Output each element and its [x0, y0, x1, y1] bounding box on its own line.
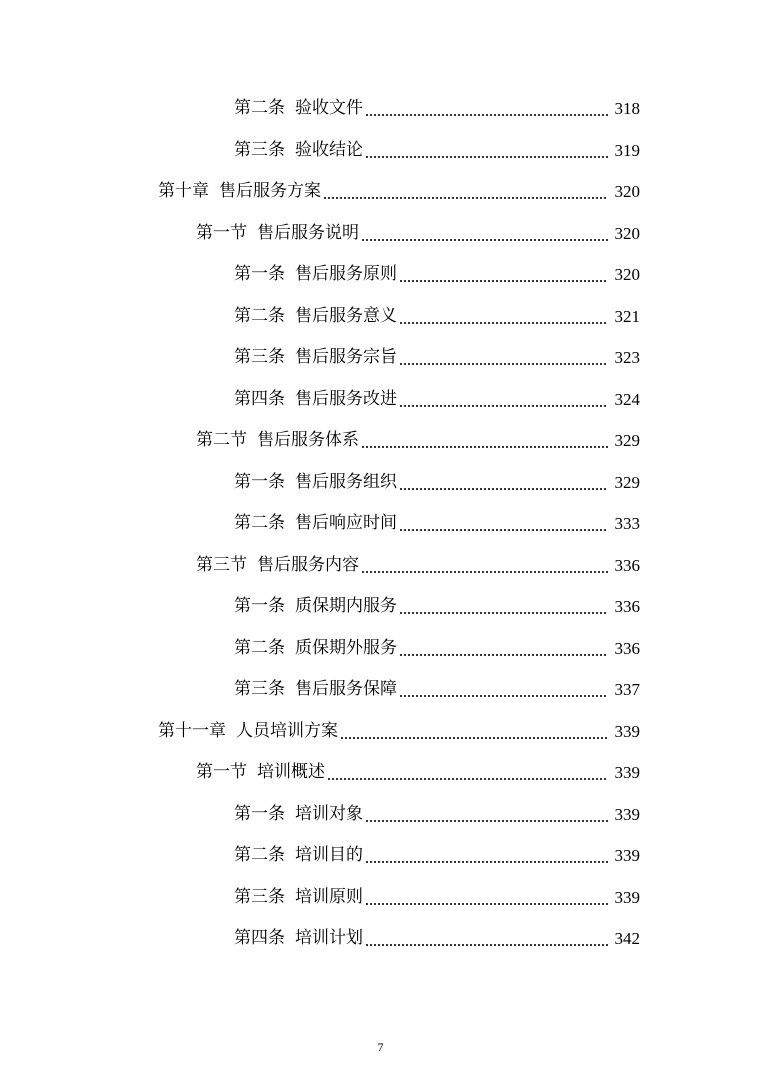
page-number: 7: [377, 1040, 384, 1054]
toc-entry-label: [196, 432, 359, 449]
toc-entry-number: 第二条: [234, 305, 285, 326]
toc-entry-title: 质保期内服务: [295, 596, 397, 617]
toc-entry[interactable]: [0, 296, 761, 338]
toc-entry[interactable]: [0, 752, 761, 794]
toc-entry-number: 第四条: [234, 928, 285, 949]
toc-entry-label: [234, 847, 363, 864]
toc-entry-title: 售后服务组织: [295, 471, 397, 492]
toc-entry-number: 第三条: [234, 886, 285, 907]
toc-entry-number: 第十一章: [158, 720, 226, 741]
toc-dot-leader: [365, 806, 608, 823]
toc-entry-title: 售后服务内容: [257, 554, 359, 575]
toc-entry-title: 验收文件: [295, 98, 363, 119]
toc-entry-page-number: 339: [614, 887, 640, 907]
toc-entry-page-number: 329: [614, 472, 640, 492]
toc-entry-label: [234, 349, 397, 366]
toc-entry-number: 第二条: [234, 637, 285, 658]
toc-entry-page-number: 319: [614, 140, 640, 160]
toc-entry-number: 第一节: [196, 222, 247, 243]
toc-entry-number: 第一条: [234, 803, 285, 824]
toc-entry-number: 第一条: [234, 264, 285, 285]
toc-entry-title: 培训对象: [295, 803, 363, 824]
toc-dot-leader: [365, 847, 608, 864]
toc-entry-title: 人员培训方案: [236, 720, 338, 741]
toc-dot-leader: [323, 183, 608, 200]
toc-entry[interactable]: [0, 877, 761, 919]
toc-dot-leader: [399, 391, 608, 408]
toc-entry-title: 售后服务改进: [295, 388, 397, 409]
toc-entry-title: 售后服务宗旨: [295, 347, 397, 368]
toc-entry-label: [196, 222, 359, 243]
toc-dot-leader: [365, 142, 608, 159]
toc-entry-number: 第十章: [158, 181, 209, 202]
toc-entry[interactable]: [0, 130, 761, 172]
toc-entry-page-number: 320: [614, 265, 640, 285]
toc-entry-number: 第三节: [196, 554, 247, 575]
toc-entry-page-number: 342: [614, 929, 640, 949]
toc-entry-label: [234, 388, 397, 409]
toc-entry-label: [196, 764, 325, 781]
toc-entry-number: 第三条: [234, 139, 285, 160]
toc-entry-number: 第二条: [234, 845, 285, 866]
toc-entry-page-number: 339: [614, 846, 640, 866]
toc-entry-title: 售后服务保障: [295, 679, 397, 700]
toc-dot-leader: [399, 681, 608, 698]
toc-dot-leader: [399, 266, 608, 283]
toc-entry-title: 售后响应时间: [295, 513, 397, 534]
toc-dot-leader: [399, 515, 608, 532]
toc-entry-title: 售后服务方案: [219, 181, 321, 202]
toc-entry-number: 第二节: [196, 430, 247, 451]
toc-entry-title: 验收结论: [295, 139, 363, 160]
toc-entry[interactable]: [0, 254, 761, 296]
toc-entry-label: [234, 139, 363, 160]
toc-entry[interactable]: [0, 545, 761, 587]
toc-dot-leader: [365, 100, 608, 117]
toc-entry-page-number: 339: [614, 721, 640, 741]
toc-entry-number: 第二条: [234, 513, 285, 534]
toc-entry-number: 第三条: [234, 679, 285, 700]
toc-entry-title: 售后服务说明: [257, 222, 359, 243]
toc-entry-page-number: 320: [614, 182, 640, 202]
toc-entry[interactable]: [0, 88, 761, 130]
toc-entry[interactable]: [0, 669, 761, 711]
toc-entry-title: 培训计划: [295, 928, 363, 949]
toc-entry[interactable]: [0, 918, 761, 960]
toc-entry-title: 售后服务原则: [295, 264, 397, 285]
toc-entry-page-number: 324: [614, 389, 640, 409]
toc-entry-page-number: 323: [614, 348, 640, 368]
toc-dot-leader: [365, 889, 608, 906]
toc-entry-page-number: 339: [614, 804, 640, 824]
toc-dot-leader: [340, 723, 608, 740]
toc-entry-title: 培训概述: [257, 762, 325, 783]
toc-entry-title: 售后服务意义: [295, 305, 397, 326]
toc-dot-leader: [361, 557, 608, 574]
toc-dot-leader: [399, 308, 608, 325]
toc-entry[interactable]: [0, 337, 761, 379]
toc-entry-label: [234, 886, 363, 907]
table-of-contents: [0, 88, 761, 960]
toc-entry-number: 第一条: [234, 471, 285, 492]
toc-entry-label: [234, 471, 397, 492]
toc-entry[interactable]: [0, 420, 761, 462]
toc-entry-label: [234, 681, 397, 698]
toc-dot-leader: [361, 225, 608, 242]
toc-entry-page-number: 333: [614, 514, 640, 534]
toc-entry-label: [234, 803, 363, 824]
toc-entry-label: [158, 183, 321, 200]
toc-entry-page-number: 336: [614, 638, 640, 658]
toc-entry[interactable]: [0, 711, 761, 753]
toc-entry-title: 质保期外服务: [295, 637, 397, 658]
toc-entry[interactable]: [0, 794, 761, 836]
toc-entry[interactable]: [0, 379, 761, 421]
toc-entry-page-number: 320: [614, 223, 640, 243]
toc-dot-leader: [399, 349, 608, 366]
toc-entry-label: [234, 100, 363, 117]
toc-entry-page-number: 321: [614, 306, 640, 326]
toc-dot-leader: [327, 764, 608, 781]
toc-entry[interactable]: [0, 213, 761, 255]
toc-entry[interactable]: [0, 171, 761, 213]
toc-entry-label: [234, 305, 397, 326]
toc-dot-leader: [361, 432, 608, 449]
toc-dot-leader: [365, 930, 608, 947]
toc-entry-title: 培训原则: [295, 886, 363, 907]
toc-entry-label: [234, 266, 397, 283]
toc-dot-leader: [399, 598, 608, 615]
toc-entry-number: 第一条: [234, 596, 285, 617]
toc-entry-page-number: 318: [614, 99, 640, 119]
toc-entry-label: [234, 637, 397, 658]
toc-entry-number: 第三条: [234, 347, 285, 368]
toc-entry[interactable]: [0, 503, 761, 545]
toc-entry-page-number: 329: [614, 431, 640, 451]
toc-entry-title: 培训目的: [295, 845, 363, 866]
toc-entry-number: 第四条: [234, 388, 285, 409]
toc-entry-page-number: 336: [614, 555, 640, 575]
toc-entry-label: [234, 515, 397, 532]
toc-entry-label: [158, 720, 338, 741]
toc-entry-label: [234, 930, 363, 947]
toc-dot-leader: [399, 474, 608, 491]
toc-entry-number: 第一节: [196, 762, 247, 783]
toc-entry-label: [196, 554, 359, 575]
toc-entry-page-number: 336: [614, 597, 640, 617]
toc-dot-leader: [399, 640, 608, 657]
toc-entry[interactable]: [0, 462, 761, 504]
toc-entry[interactable]: [0, 835, 761, 877]
toc-entry[interactable]: [0, 628, 761, 670]
toc-entry-number: 第二条: [234, 98, 285, 119]
toc-entry-page-number: 337: [614, 680, 640, 700]
toc-entry-page-number: 339: [614, 763, 640, 783]
toc-entry-title: 售后服务体系: [257, 430, 359, 451]
toc-entry[interactable]: [0, 586, 761, 628]
toc-entry-label: [234, 598, 397, 615]
